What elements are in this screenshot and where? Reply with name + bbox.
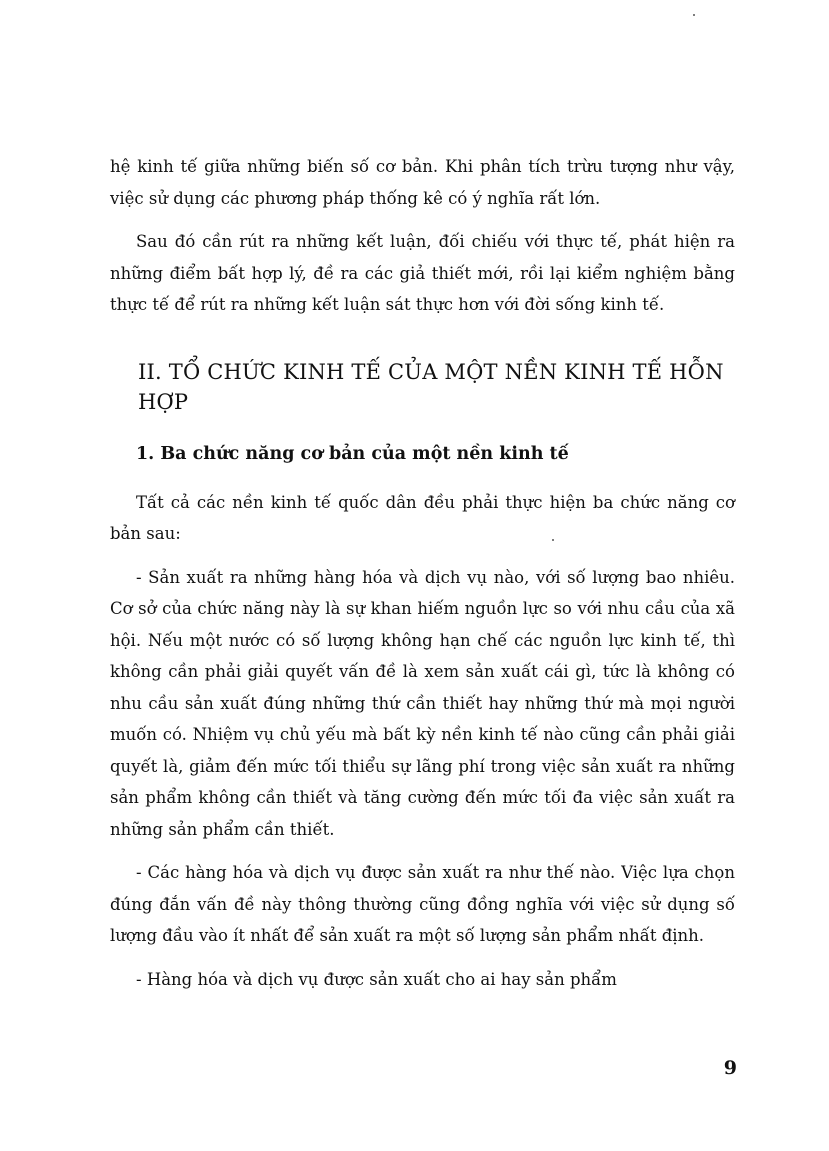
paragraph-continued: hệ kinh tế giữa những biến số cơ bản. Khi phân tích trừu tượng như vậy, việc sử dụng các phương pháp thống kê có ý nghĩa rất lớn. — [110, 157, 735, 208]
scan-speck — [693, 14, 695, 16]
paragraph-intro: Tất cả các nền kinh tế quốc dân đều phải thực hiện ba chức năng cơ bản sau: — [110, 492, 735, 543]
page-body — [110, 151, 735, 1007]
subsection-heading: 1. Ba chức năng cơ bản của một nền kinh tế — [136, 443, 569, 464]
paragraph-function-how: - Các hàng hóa và dịch vụ được sản xuất ra như thế nào. Việc lựa chọn đúng đắn vấn đề này thông thường cũng đồng nghĩa với việc sử dụng số lượng đầu vào ít nhất để sản xuất ra một số lượng sản phẩm nhất định. — [110, 863, 735, 945]
scan-speck — [552, 539, 554, 541]
paragraph-function-what: - Sản xuất ra những hàng hóa và dịch vụ nào, với số lượng bao nhiêu. Cơ sở của chức năng này là sự khan hiếm nguồn lực so với nhu cầu của xã hội. Nếu một nước có số lượng không hạn chế các nguồn lực kinh tế, thì không cần phải giải quyết vấn đề là xem sản xuất cái gì, tức là không có nhu cầu sản xuất đúng những thứ cần thiết hay những thứ mà mọi người muốn có. Nhiệm vụ chủ yếu mà bất kỳ nền kinh tế nào cũng cần phải giải quyết là, giảm đến mức tối thiểu sự lãng phí trong việc sản xuất ra những sản phẩm không cần thiết và tăng cường đến mức tối đa việc sản xuất ra những sản phẩm cần thiết. — [110, 567, 735, 839]
paragraph-conclusions: Sau đó cần rút ra những kết luận, đối chiếu với thực tế, phát hiện ra những điểm bất hợp lý, đề ra các giả thiết mới, rồi lại kiểm nghiệm bằng thực tế để rút ra những kết luận sát thực hơn với đời sống kinh tế. — [110, 232, 735, 314]
page-number: 9 — [723, 1057, 737, 1079]
section-heading: II. TỔ CHỨC KINH TẾ CỦA MỘT NỀN KINH TẾ HỖN HỢP — [138, 359, 724, 414]
paragraph-function-for-whom: - Hàng hóa và dịch vụ được sản xuất cho ai hay sản phẩm — [136, 969, 617, 989]
